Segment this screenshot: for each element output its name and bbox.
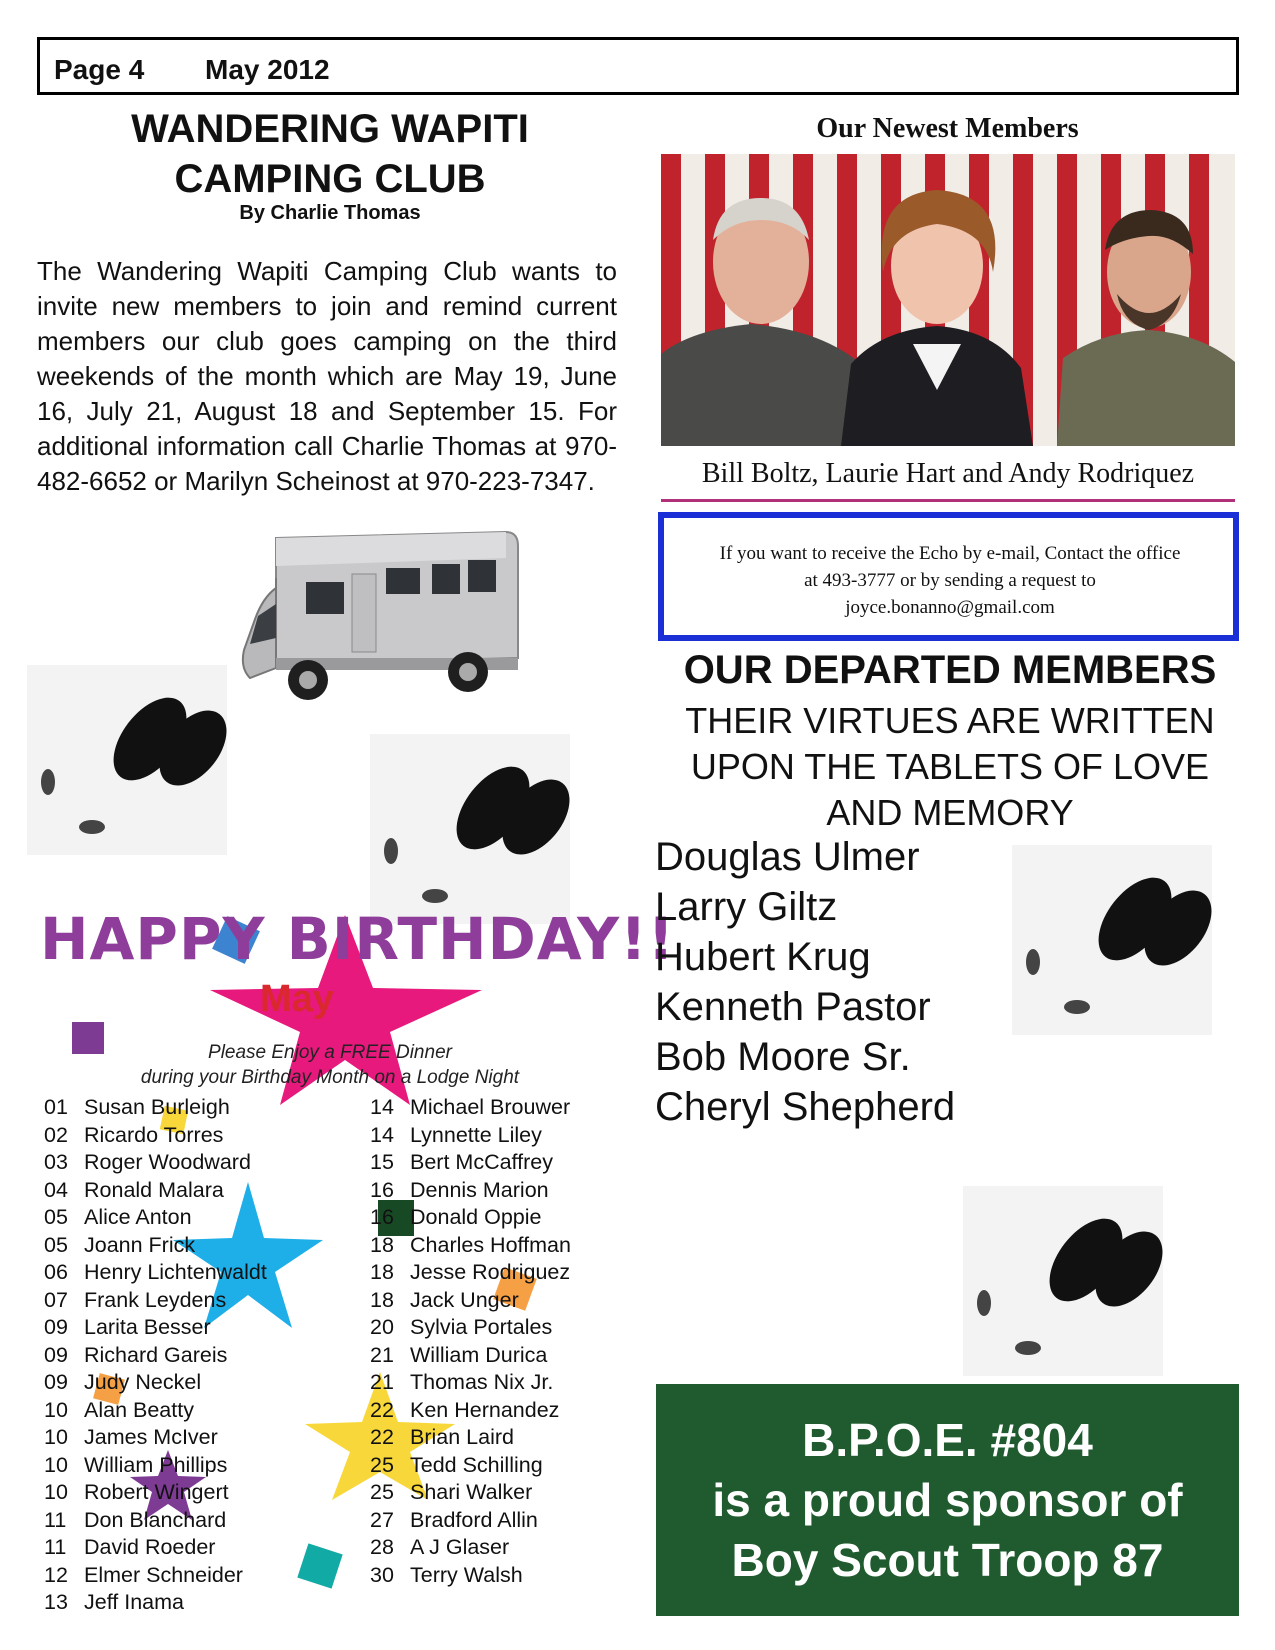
sponsor-line1: B.P.O.E. #804: [802, 1414, 1093, 1466]
birthday-entry: [370, 1204, 571, 1232]
departed-sub-line2: UPON THE TABLETS OF LOVE: [690, 746, 1210, 787]
birthday-day: 05: [44, 1205, 68, 1229]
birthday-entry: [44, 1342, 267, 1370]
birthday-entry: [370, 1507, 571, 1535]
birthday-name: Ronald Malara: [84, 1177, 224, 1202]
birthday-day: 02: [44, 1122, 68, 1147]
birthday-entry: [44, 1149, 267, 1177]
birthday-day: 07: [44, 1287, 68, 1312]
birthday-name: Donald Oppie: [410, 1205, 542, 1229]
birthday-day: 18: [370, 1260, 394, 1284]
departed-sub-line1: THEIR VIRTUES ARE WRITTEN: [685, 700, 1215, 741]
page-number: Page 4: [54, 54, 145, 85]
birthday-list-left: [44, 1094, 267, 1617]
issue-date: May 2012: [205, 54, 330, 85]
birthday-name: Tedd Schilling: [410, 1452, 543, 1477]
birthday-name: Roger Woodward: [84, 1150, 251, 1174]
birthday-entry: [44, 1369, 267, 1397]
birthday-entry: [44, 1452, 267, 1480]
birthday-name: Ricardo Torres: [84, 1122, 224, 1147]
birthday-dinner-note: [100, 1040, 560, 1090]
birthday-day: 18: [370, 1232, 394, 1257]
newest-members-heading: Our Newest Members: [816, 113, 1079, 144]
birthday-name: Dennis Marion: [410, 1177, 549, 1202]
birthday-day: 16: [370, 1177, 394, 1202]
birthday-entry: [370, 1424, 571, 1452]
birthday-entry: [370, 1287, 571, 1315]
birthday-entry: [44, 1287, 267, 1315]
birthday-entry: [44, 1259, 267, 1287]
birthday-day: 10: [44, 1397, 68, 1422]
echo-email: joyce.bonanno@gmail.com: [845, 597, 1055, 618]
departed-members-subheading: [655, 698, 1245, 836]
birthday-name: Richard Gareis: [84, 1342, 228, 1367]
elk-track-image: [27, 665, 227, 855]
birthday-name: Bert McCaffrey: [410, 1150, 553, 1174]
birthday-name: Shari Walker: [410, 1480, 533, 1504]
departed-member: Bob Moore Sr.: [655, 1035, 911, 1079]
birthday-name: William Durica: [410, 1342, 548, 1367]
birthday-entry: [44, 1177, 267, 1205]
birthday-day: 18: [370, 1287, 394, 1312]
birthday-entry: [370, 1177, 571, 1205]
birthday-day: 10: [44, 1452, 68, 1477]
birthday-day: 04: [44, 1177, 68, 1202]
birthday-day: 22: [370, 1397, 394, 1422]
birthday-entry: [44, 1094, 267, 1122]
departed-member: Kenneth Pastor: [655, 985, 931, 1029]
birthday-day: 21: [370, 1342, 394, 1367]
birthday-entry: [370, 1122, 571, 1150]
birthday-day: 11: [44, 1507, 67, 1532]
birthday-name: Judy Neckel: [84, 1370, 202, 1394]
birthday-name: Sylvia Portales: [410, 1315, 553, 1339]
photo-caption: Bill Boltz, Laurie Hart and Andy Rodriquez: [701, 458, 1195, 489]
birthday-day: 06: [44, 1260, 68, 1284]
birthday-name: Lynnette Liley: [410, 1122, 542, 1147]
birthday-name: Don Blanchard: [84, 1507, 227, 1532]
departed-sub-line3: AND MEMORY: [826, 792, 1074, 833]
birthday-note-line2: during your Birthday Month on a Lodge Night: [140, 1067, 520, 1088]
caption-divider: [661, 499, 1235, 502]
birthday-name: Alan Beatty: [84, 1397, 194, 1422]
birthday-name: Jeff Inama: [84, 1590, 184, 1614]
birthday-name: James McIver: [84, 1425, 218, 1449]
birthday-entry: [44, 1122, 267, 1150]
departed-members-list: [655, 832, 955, 1132]
birthday-entry: [370, 1342, 571, 1370]
birthday-entry: [44, 1589, 267, 1617]
birthday-day: 21: [370, 1370, 394, 1394]
club-article-body: The Wandering Wapiti Camping Club wants to invite new members to join and remind current members our club goes camping on the third weekends of the month which are May 19, June 16, July 21, August 18 and September 15. For additional information call Charlie Thomas at 970-482-6652 or Marilyn Scheinost at 970-223-7347.: [37, 256, 617, 496]
birthday-name: Bradford Allin: [410, 1507, 538, 1532]
birthday-day: 25: [370, 1452, 394, 1477]
birthday-name: Henry Lichtenwaldt: [84, 1260, 267, 1284]
birthday-month: May: [260, 978, 334, 1020]
sponsor-banner: [656, 1384, 1239, 1616]
birthday-entry: [44, 1314, 267, 1342]
birthday-day: 05: [44, 1232, 68, 1257]
sponsor-line3: Boy Scout Troop 87: [731, 1534, 1164, 1586]
departed-member: Hubert Krug: [655, 935, 871, 979]
echo-email-notice: [658, 512, 1239, 641]
departed-member: Douglas Ulmer: [655, 835, 920, 879]
departed-members-heading: OUR DEPARTED MEMBERS: [683, 648, 1217, 692]
birthday-entry: [44, 1424, 267, 1452]
birthday-day: 20: [370, 1315, 394, 1339]
birthday-name: Charles Hoffman: [410, 1232, 571, 1257]
birthday-entry: [370, 1452, 571, 1480]
birthday-entry: [44, 1562, 267, 1590]
birthday-day: 14: [370, 1122, 394, 1147]
birthday-entry: [44, 1232, 267, 1260]
elk-track-image: [963, 1186, 1163, 1376]
birthday-day: 09: [44, 1370, 68, 1394]
birthday-name: Elmer Schneider: [84, 1562, 243, 1587]
birthday-day: 30: [370, 1562, 394, 1587]
birthday-name: Larita Besser: [84, 1315, 211, 1339]
birthday-note-line1: Please Enjoy a FREE Dinner: [208, 1042, 452, 1063]
birthday-entry: [370, 1397, 571, 1425]
birthday-name: Joann Frick: [84, 1232, 196, 1257]
birthday-entry: [370, 1479, 571, 1507]
birthday-entry: [370, 1259, 571, 1287]
birthday-name: William Phillips: [84, 1452, 228, 1477]
birthday-list-right: [370, 1094, 571, 1589]
elk-track-image: [1012, 845, 1212, 1035]
birthday-day: 27: [370, 1507, 394, 1532]
birthday-name: Susan Burleigh: [84, 1095, 230, 1119]
birthday-name: Brian Laird: [410, 1425, 514, 1449]
birthday-day: 14: [370, 1095, 394, 1119]
club-title-line2: CAMPING CLUB: [174, 157, 486, 201]
birthday-name: Michael Brouwer: [410, 1095, 571, 1119]
birthday-entry: [370, 1094, 571, 1122]
club-title-line1: WANDERING WAPITI: [131, 107, 529, 151]
birthday-day: 22: [370, 1425, 394, 1449]
birthday-name: Terry Walsh: [410, 1562, 523, 1587]
departed-member: Larry Giltz: [655, 885, 838, 929]
birthday-entry: [44, 1507, 267, 1535]
birthday-day: 11: [44, 1535, 67, 1559]
birthday-entry: [370, 1149, 571, 1177]
birthday-day: 28: [370, 1535, 394, 1559]
birthday-name: Ken Hernandez: [410, 1397, 560, 1422]
echo-notice-text: [680, 540, 1220, 621]
birthday-day: 10: [44, 1480, 68, 1504]
birthday-day: 10: [44, 1425, 68, 1449]
echo-line1: If you want to receive the Echo by e-mail, Contact the office: [719, 543, 1181, 564]
birthday-day: 09: [44, 1342, 68, 1367]
birthday-day: 25: [370, 1480, 394, 1504]
birthday-name: A J Glaser: [410, 1535, 510, 1559]
new-members-photo: [661, 154, 1235, 446]
birthday-day: 03: [44, 1150, 68, 1174]
birthday-day: 16: [370, 1205, 394, 1229]
birthday-name: Thomas Nix Jr.: [410, 1370, 554, 1394]
birthday-entry: [44, 1534, 267, 1562]
birthday-day: 01: [44, 1095, 68, 1119]
motorhome-image: [236, 518, 526, 718]
birthday-entry: [370, 1534, 571, 1562]
birthday-entry: [370, 1314, 571, 1342]
birthday-day: 13: [44, 1590, 68, 1614]
echo-line2: at 493-3777 or by sending a request to: [804, 570, 1096, 591]
departed-member: Cheryl Shepherd: [655, 1085, 956, 1129]
birthday-entry: [370, 1562, 571, 1590]
sponsor-line2: is a proud sponsor of: [712, 1474, 1183, 1526]
birthday-day: 09: [44, 1315, 68, 1339]
birthday-name: Frank Leydens: [84, 1287, 227, 1312]
happy-birthday-heading: HAPPY BIRTHDAY!!: [40, 905, 675, 973]
birthday-name: Alice Anton: [84, 1205, 192, 1229]
club-byline: By Charlie Thomas: [239, 202, 421, 224]
birthday-entry: [44, 1204, 267, 1232]
birthday-name: Jack Unger: [410, 1287, 519, 1312]
birthday-name: Robert Wingert: [84, 1480, 229, 1504]
birthday-day: 15: [370, 1150, 394, 1174]
birthday-entry: [370, 1232, 571, 1260]
birthday-entry: [370, 1369, 571, 1397]
page-header: [37, 37, 1239, 95]
elk-track-image: [370, 734, 570, 924]
birthday-day: 12: [44, 1562, 68, 1587]
birthday-name: Jesse Rodriguez: [410, 1260, 571, 1284]
birthday-entry: [44, 1397, 267, 1425]
club-article-title: [60, 104, 600, 204]
birthday-entry: [44, 1479, 267, 1507]
birthday-name: David Roeder: [84, 1535, 216, 1559]
